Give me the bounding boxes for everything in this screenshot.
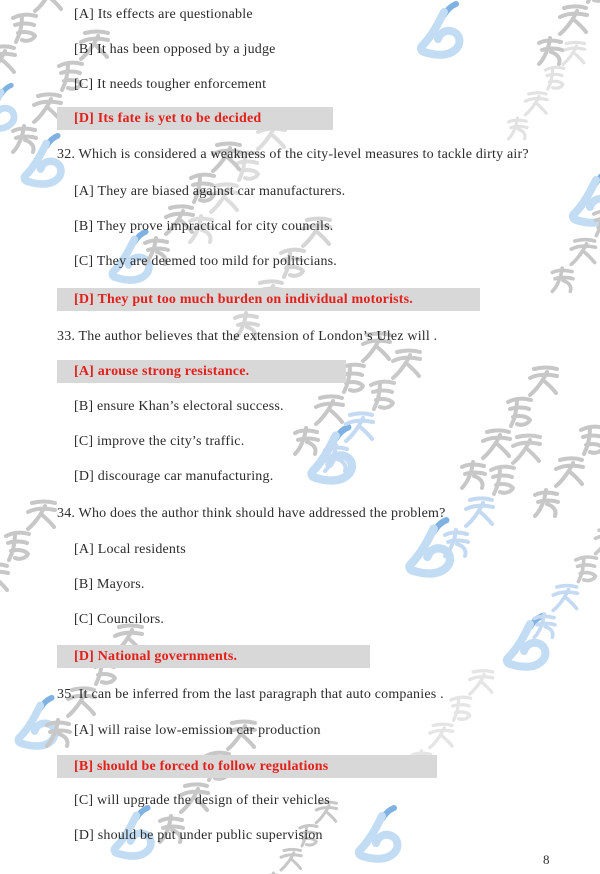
option-35-d: [D] should be put under public supervision — [74, 828, 323, 843]
question-33: 33. The author believes that the extension of London’s Ulez will . — [57, 329, 438, 344]
option-32-c: [C] They are deemed too mild for politicians. — [74, 254, 338, 269]
question-34: 34. Who does the author think should have addressed the problem? — [57, 506, 446, 521]
page-number: 8 — [543, 852, 550, 867]
option-32-a: [A] They are biased against car manufacturers. — [74, 184, 346, 199]
option-32-b: [B] They prove impractical for city councils. — [74, 219, 334, 234]
option-34-c: [C] Councilors. — [74, 612, 165, 627]
answer-34-d: [D] National governments. — [57, 645, 370, 668]
option-31-c: [C] It needs tougher enforcement — [74, 77, 267, 92]
question-35: 35. It can be inferred from the last paragraph that auto companies . — [57, 687, 444, 702]
answer-35-b: [B] should be forced to follow regulations — [57, 755, 437, 778]
option-35-a: [A] will raise low-emission car production — [74, 723, 321, 738]
option-35-c: [C] will upgrade the design of their vehicles — [74, 793, 330, 808]
answer-31-d: [D] Its fate is yet to be decided — [57, 107, 333, 130]
option-34-b: [B] Mayors. — [74, 577, 145, 592]
option-33-d: [D] discourage car manufacturing. — [74, 469, 274, 484]
answer-33-a: [A] arouse strong resistance. — [57, 360, 346, 383]
answer-32-d: [D] They put too much burden on individual motorists. — [57, 288, 480, 311]
option-31-b: [B] It has been opposed by a judge — [74, 42, 276, 57]
option-33-c: [C] improve the city’s traffic. — [74, 434, 245, 449]
option-33-b: [B] ensure Khan’s electoral success. — [74, 399, 284, 414]
option-34-a: [A] Local residents — [74, 542, 186, 557]
watermark-characters-blue-icon — [325, 351, 600, 638]
option-31-a: [A] Its effects are questionable — [74, 7, 253, 22]
question-32: 32. Which is considered a weakness of the city-level measures to tackle dirty air? — [57, 147, 529, 162]
